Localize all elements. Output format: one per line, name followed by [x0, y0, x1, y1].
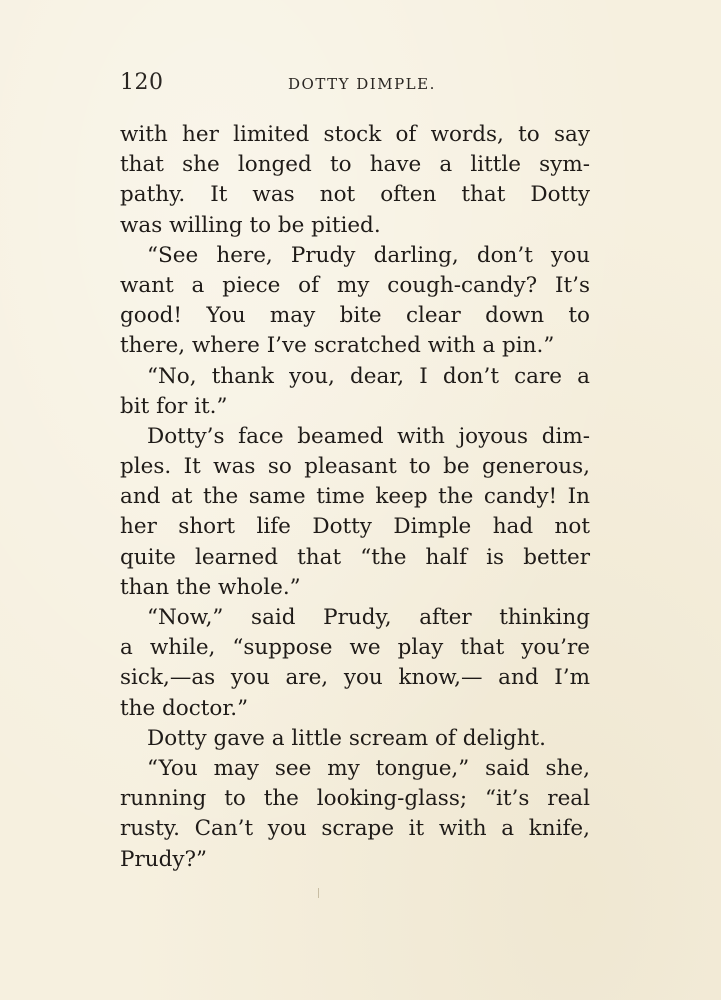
text-line: Prudy?” [120, 846, 208, 872]
body-text [120, 120, 590, 875]
running-title: DOTTY DIMPLE. [288, 75, 436, 93]
text-line: was willing to be pitied. [120, 212, 381, 238]
text-line: with her limited stock of words, to say [120, 122, 590, 147]
text-line: “See here, Prudy darling, don’t you [147, 242, 590, 268]
text-line: her short life Dotty Dimple had not [120, 514, 590, 540]
text-line: running to the looking-glass; “it’s real [120, 786, 590, 812]
text-line: Dotty’s face beamed with joyous dim- [147, 423, 590, 449]
text-line: pathy. It was not often that Dotty [120, 182, 590, 208]
text-line: bit for it.” [120, 393, 228, 419]
text-line: good! You may bite clear down to [120, 303, 590, 329]
text-line: want a piece of my cough-candy? It’s [120, 272, 590, 298]
text-line: “No, thank you, dear, I don’t care a [147, 363, 590, 389]
text-line: than the whole.” [120, 574, 301, 600]
text-line: there, where I’ve scratched with a pin.” [120, 333, 555, 359]
text-line: rusty. Can’t you scrape it with a knife, [120, 816, 590, 842]
running-head [120, 70, 590, 100]
text-line: and at the same time keep the candy! In [120, 484, 590, 510]
text-line: Dotty gave a little scream of delight. [147, 725, 547, 751]
text-line: “Now,” said Prudy, after thinking [147, 605, 590, 630]
text-line: that she longed to have a little sym- [120, 152, 590, 178]
page-number: 120 [120, 70, 164, 95]
text-line: sick,—as you are, you know,— and I’m [120, 665, 590, 691]
text-line: the doctor.” [120, 695, 249, 721]
text-line: ples. It was so pleasant to be generous, [120, 454, 590, 480]
paper-fleck [318, 888, 319, 898]
text-line: quite learned that “the half is better [120, 544, 590, 570]
text-line: a while, “suppose we play that you’re [120, 635, 590, 661]
text-line: “You may see my tongue,” said she, [147, 755, 590, 781]
